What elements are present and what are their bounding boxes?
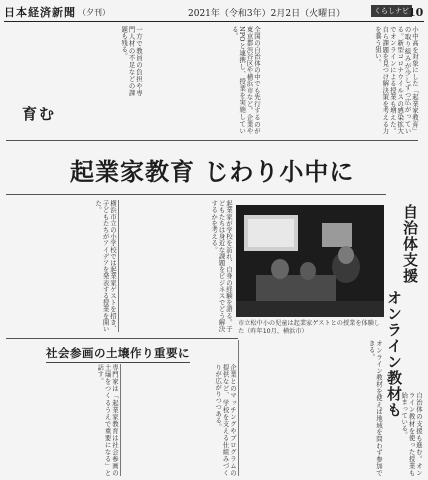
divider xyxy=(120,364,121,476)
divider xyxy=(118,200,119,332)
main-headline: 起業家教育 じわり小中に xyxy=(70,157,355,186)
edition-label: （夕刊） xyxy=(78,7,110,17)
divider xyxy=(238,340,239,476)
section-label: くらしナビ xyxy=(371,5,412,17)
masthead xyxy=(4,3,424,22)
divider xyxy=(6,338,238,339)
body-column-mid-center: 起業家が学校を訪れ、自身の経験を語る。子どもたちは身近な課題をビジネスでどう解決するかを考える。 xyxy=(210,200,233,332)
subhead-horizontal: 社会参画の土壌作り重要に xyxy=(46,345,190,363)
divider xyxy=(6,140,418,141)
subhead-vertical-2: オンライン教材も xyxy=(385,290,403,418)
subhead-vertical-1: 自治体支援 xyxy=(401,204,419,284)
body-column-mid-left: 横浜市立の小学校では起業家ゲストを招き、子どもたちがアイデアを発表する授業を開いた。 xyxy=(94,200,117,332)
page-number: 10 xyxy=(408,5,424,19)
body-column-right: 自治体の支援も進む。オンライン教材を使った授業も始まっている。 xyxy=(400,392,423,476)
body-column-bottom-left: 専門家は「起業家教育は社会参画の土壌をつくるうえで重要になる」と話す。 xyxy=(96,364,119,476)
body-column-bottom-right: オンライン教材を使えば地域を問わず参加できる。 xyxy=(367,340,383,476)
article-photo xyxy=(236,205,384,317)
paper-name: 日本経済新聞 xyxy=(4,6,76,19)
issue-date: 2021年（令和3年）2月2日（火曜日） xyxy=(188,8,346,19)
body-column-top-mid: 全国の自治体の中でも先行するのが東京都渋谷区や横浜市など。企業やNPOと連携し、授業を実施している。 xyxy=(230,26,261,134)
kicker-label: 育む xyxy=(22,105,57,123)
photo-image xyxy=(236,205,384,317)
body-column-top-right: 小中高を対象にした「起業家教育」の取り組みが少しずつ広がっている。新型コロナウイルスの感染拡大でオンラインによる授業も増えた。自ら課題を見つけ解決策を考える力を養う狙い。 xyxy=(373,26,419,134)
divider xyxy=(6,194,386,195)
body-column-top-left: 一方で教員の負担や専門人材の不足などの課題も残る。 xyxy=(120,26,143,96)
body-column-bottom-center: 企業とのマッチングやプログラムの提供など、学校を支える仕組みづくりが広がりつつある。 xyxy=(214,364,237,476)
photo-caption: 市立松中小の児童は起業家ゲストとの授業を体験した（昨年10月、横浜市） xyxy=(238,320,381,335)
